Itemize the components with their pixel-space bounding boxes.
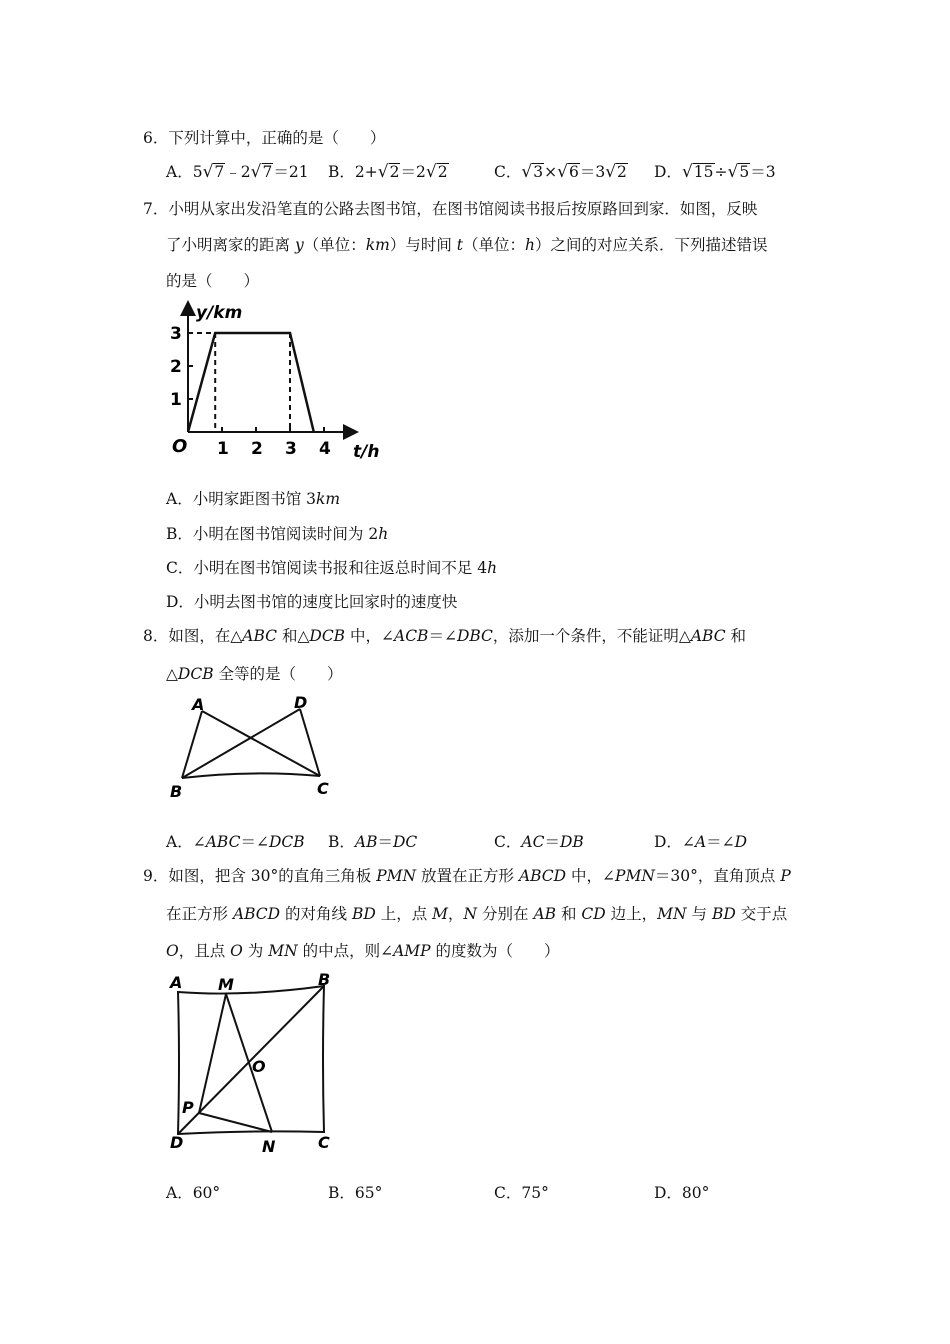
q8-option-d: D．∠A＝∠D [654,833,748,851]
label-p: P [182,1098,194,1117]
label-c: C [318,1133,330,1152]
q6-option-c: C．√3×√6＝3√2 [494,162,627,182]
segment-mp [199,994,226,1113]
label-d: D [294,693,308,712]
label-n: N [262,1137,276,1156]
q9-option-a: A．60° [166,1184,221,1202]
segment-bc [182,773,320,778]
q7-line1: 7．小明从家出发沿笔直的公路去图书馆，在图书馆阅读书报后按原路回到家．如图，反映 [143,200,758,218]
q7-option-d: D．小明去图书馆的速度比回家时的速度快 [166,593,458,611]
triangles-figure [164,690,344,805]
q8-option-b: B．AB＝DC [328,833,418,851]
q8-option-c: C．AC＝DB [494,833,584,851]
square-figure [164,970,344,1160]
label-a: A [192,695,205,714]
label-m: M [218,975,234,994]
label-b: B [318,970,331,989]
q9-option-d: D．80° [654,1184,710,1202]
q6-option-b: B．2+√2＝2√2 [328,162,448,182]
y-axis-label: y/km [196,303,243,323]
q9-line1: 9．如图，把含 30°的直角三角板 PMN 放置在正方形 ABCD 中，∠PMN＝30°，直角顶点 P [143,867,791,885]
y-tick-label: 2 [170,357,182,377]
q8-line1: 8．如图，在△ABC 和△DCB 中，∠ACB＝∠DBC，添加一个条件，不能证明△ABC 和 [143,627,747,645]
q7-option-a: A．小明家距图书馆 3km [166,490,341,508]
triangle-abc [182,711,320,778]
q7-option-b: B．小明在图书馆阅读时间为 2h [166,525,389,543]
q9-line2: 在正方形 ABCD 的对角线 BD 上，点 M，N 分别在 AB 和 CD 边上，MN 与 BD 交于点 [166,905,788,923]
x-axis-label: t/h [353,442,380,462]
x-tick-label: 4 [319,439,331,459]
q7-option-c: C．小明在图书馆阅读书报和往返总时间不足 4h [166,559,498,577]
origin-label: O [172,436,188,457]
q8-option-a: A．∠ABC＝∠DCB [166,833,305,851]
q7-line3: 的是（ ） [166,272,260,290]
q9-line3: O，且点 O 为 MN 的中点，则∠AMP 的度数为（ ） [166,942,560,960]
triangle-dcb [182,709,320,778]
y-tick-label: 1 [170,390,182,410]
segment-pn [199,1113,272,1132]
q9-option-b: B．65° [328,1184,383,1202]
q6-stem: 6．下列计算中，正确的是（ ） [143,129,386,147]
label-d: D [170,1133,184,1152]
label-o: O [252,1057,266,1076]
distance-series-line [188,333,314,432]
y-tick-label: 3 [170,324,182,344]
label-a: A [170,973,183,992]
distance-time-graph [160,296,390,466]
x-tick-label: 2 [251,439,263,459]
q6-option-d: D．√15÷√5＝3 [654,162,776,182]
x-tick-label: 3 [285,439,297,459]
label-c: C [317,779,329,798]
label-b: B [170,782,183,801]
q6-option-a: A．5√7﹣2√7＝21 [166,162,309,182]
q8-line2: △DCB 全等的是（ ） [166,665,343,683]
q7-line2: 了小明离家的距离 y（单位：km）与时间 t（单位：h）之间的对应关系．下列描述错误 [166,236,768,254]
q9-option-c: C．75° [494,1184,549,1202]
x-tick-label: 1 [217,439,229,459]
